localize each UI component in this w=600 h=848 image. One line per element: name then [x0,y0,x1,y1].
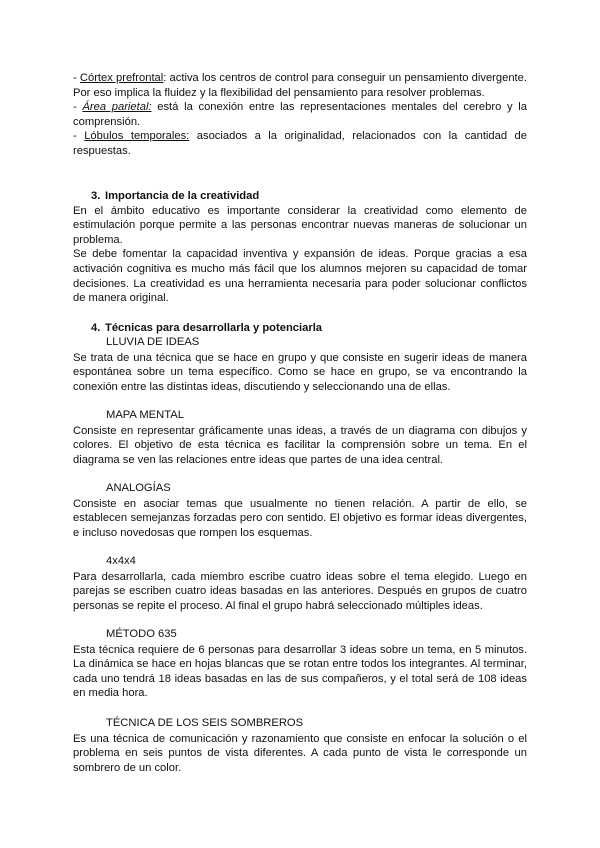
technique-mapa-mental [73,408,527,467]
brain-area-term: Área parietal: [82,101,152,114]
technique-seis-sombreros [73,716,527,775]
brain-area-term: Lóbulos temporales: [84,130,190,143]
technique-description: Consiste en representar gráficamente unas ideas, a través de un diagrama con dibujos y colores. El objetivo de esta técnica es facilitar la comprensión sobre un tema. En el diagrama se ven las relaciones entre ideas que partes de una idea central. [73,424,527,466]
technique-name: TÉCNICA DE LOS SEIS SOMBREROS [106,717,304,729]
brain-areas-list [73,71,527,159]
technique-description: Consiste en asociar temas que usualmente no tienen relación. A partir de ello, se establecen semejanzas forzadas pero con sentido. El objetivo es formar ideas divergentes, e incluso novedosas que rompen los esquemas. [73,497,527,539]
brain-area-item: - Lóbulos temporales: asociados a la originalidad, relacionados con la cantidad de respuestas. [73,130,527,157]
technique-description: Para desarrollarla, cada miembro escribe cuatro ideas sobre el tema elegido. Luego en parejas se escriben cuatro ideas basadas en las anteriores. Después en grupos de cuatro personas se repite el proceso. Al final el grupo habrá seleccionado múltiples ideas. [73,570,527,612]
section-3-paragraph-1: En el ámbito educativo es importante considerar la creatividad como elemento de estimulación porque permite a las personas encontrar nuevas maneras de solucionar un problema. [73,204,527,246]
technique-name: 4x4x4 [106,555,136,567]
brain-area-item: - Córtex prefrontal: activa los centros de control para conseguir un pensamiento divergente. Por eso implica la fluidez y la flexibilidad del pensamiento para resolver problemas. [73,72,527,99]
brain-area-item: - Área parietal: está la conexión entre las representaciones mentales del cerebro y la comprensión. [73,101,527,128]
technique-name: MAPA MENTAL [106,409,184,421]
section-3-heading: 3. Importancia de la creatividad [91,190,260,202]
section-3-paragraph-2: Se debe fomentar la capacidad inventiva y expansión de ideas. Porque gracias a esa activación cognitiva es mucho más fácil que los alumnos mejoren su capacidad de tomar decisiones. La creatividad es una herramienta necesaria para poder solucionar conflictos de manera original. [73,248,527,305]
section-4-heading: 4. Técnicas para desarrollarla y potenciarla [91,322,323,334]
section-3 [73,189,527,306]
technique-description: Es una técnica de comunicación y razonamiento que consiste en enfocar la solución o el problema en seis puntos de vista diferentes. A cada punto de vista le corresponde un sombrero de un color. [73,732,527,774]
technique-name: LLUVIA DE IDEAS [106,336,200,348]
technique-description: Esta técnica requiere de 6 personas para desarrollar 3 ideas sobre un tema, en 5 minutos. La dinámica se hace en hojas blancas que se rotan entre todos los integrantes. Al terminar, cada uno tendrá 18 ideas basadas en las de sus compañeros, y el total será de 108 ideas en media hora. [73,643,527,700]
technique-metodo-635 [73,627,527,701]
technique-analogias [73,481,527,540]
section-4-heading-block [73,321,527,336]
technique-name: MÉTODO 635 [106,628,177,640]
technique-description: Se trata de una técnica que se hace en grupo y que consiste en sugerir ideas de manera espontánea sobre un tema específico. Como se hace en grupo, se va encontrando la conexión entre las distintas ideas, discutiendo y seleccionando una de ellas. [73,351,527,393]
brain-area-term: Córtex prefrontal [79,72,164,84]
technique-4x4x4 [73,554,527,613]
technique-name: ANALOGÍAS [106,482,171,494]
technique-lluvia-de-ideas [73,335,527,394]
